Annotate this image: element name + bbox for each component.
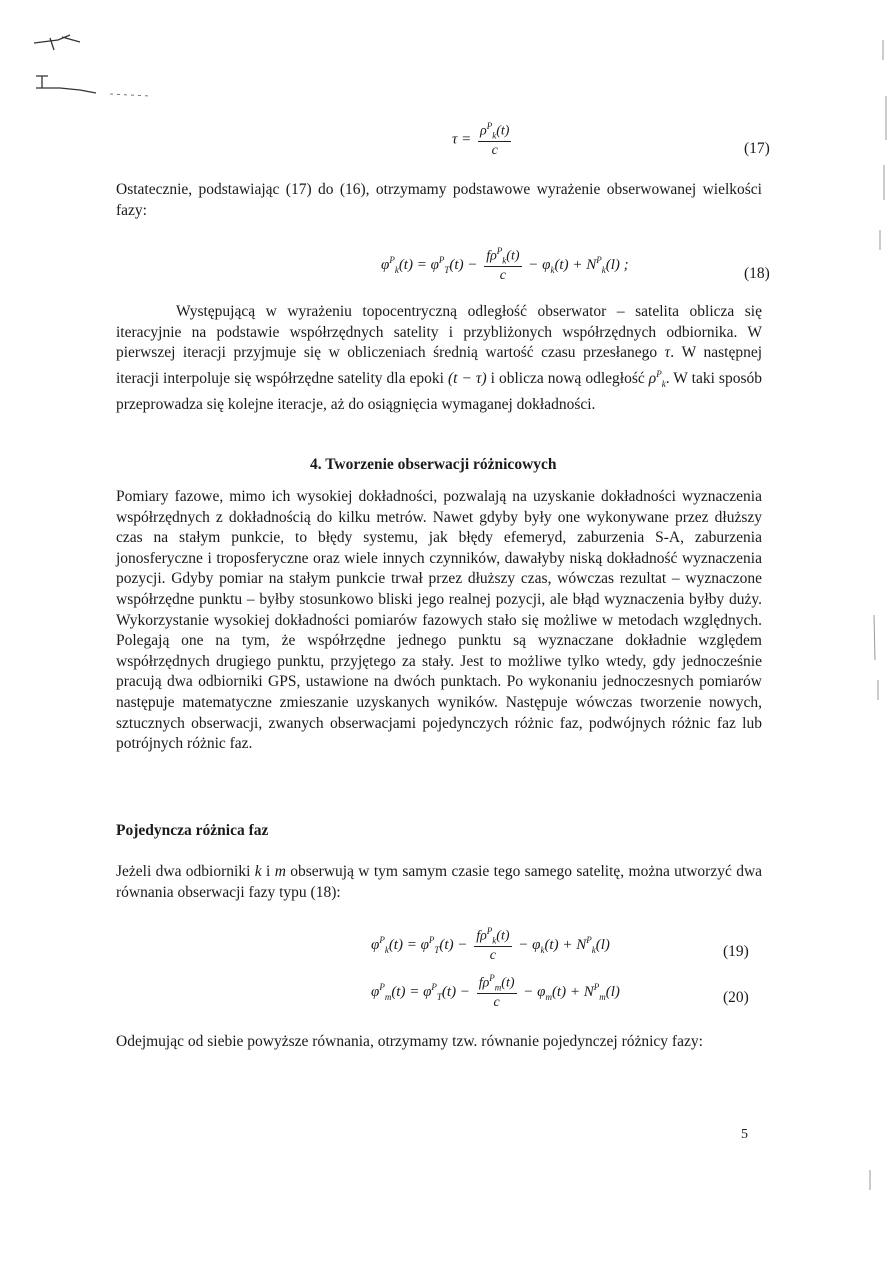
paragraph-iteration: Występującą w wyrażeniu topocentryczną odległość obserwator – satelita oblicza się iteracyjnie na podstawie współrzędnych satelity i przybliżonych współrzędnych odbiornika. W pierwszej iteracji przyjmuje się w obliczeniach średnią wartość czasu przesłanego τ. W następnej iteracji interpoluje się współrzędne satelity dla epoki (t − τ) i oblicza nową odległość $\rho^P_k$. W taki sposób przeprowadza się kolejne iteracje, aż do osiągnięcia wymaganej dokładności. xyxy=(116,303,763,413)
eq17-fraction: $\frac{\rho^P_k(t)}{c}$ xyxy=(480,121,510,159)
section-heading: 4. Tworzenie obserwacji różnicowych xyxy=(310,456,557,473)
equation-20: $\varphi^P_m(t) = \varphi^P_T(t)$ − $\frac{f\rho^P_m(t)}{c}$ − $\varphi_m(t) + N^P_m(l)$ xyxy=(371,973,620,1011)
eq20-number: (20) xyxy=(723,989,749,1006)
page-number: 5 xyxy=(741,1127,748,1142)
eq19-number: (19) xyxy=(723,943,749,960)
paragraph-phase-measurements: Pomiary fazowe, mimo ich wysokiej dokładności, pozwalają na uzyskanie dokładności wyznaczenia współrzędnych z dokładnością do kilku metrów. Nawet gdyby były one wykonywane przez dłuższy czas na stałym punkcie, to błędy systemu, jak błędy efemeryd, zaburzenia S-A, zaburzenia jonosferyczne i troposferyczne oraz wiele innych czynników, dawałyby niską dokładność wyznaczenia pozycji. Gdyby pomiar na stałym punkcie trwał przez dłuższy czas, wówczas rezultat – wyznaczone współrzędne punktu – byłby stosunkowo bliski jego realnej pozycji, ale błąd wyznaczenia byłby duży. Wykorzystanie wysokiej dokładności pomiarów fazowych stało się możliwe w metodach względnych. Polegają one na tym, że współrzędne jednego punktu są wyznaczane dokładnie względem współrzędnych drugiego punktu, przyjętego za stały. Jest to możliwe tylko wtedy, gdy jednocześnie pracują dwa odbiorniki GPS, ustawione na dwóch punktach. Po wykonaniu jednoczesnych pomiarów następuje matematyczne zmieszanie uzyskanych wyników. Następuje wówczas tworzenie nowych, sztucznych obserwacji, zwanych obserwacjami pojedynczych różnic faz, podwójnych różnic faz lub potrójnych różnic faz. xyxy=(116,488,762,753)
paragraph-two-receivers: Jeżeli dwa odbiorniki k i m obserwują w tym samym czasie tego samego satelitę, można utworzyć dwa równania obserwacji fazy typu (18): xyxy=(116,863,763,901)
equation-19: $\varphi^P_k(t) = \varphi^P_T(t)$ − $\frac{f\rho^P_k(t)}{c}$ − $\varphi_k(t) + N^P_k(l)$ xyxy=(371,926,610,964)
equation-17 xyxy=(452,121,514,159)
equation-18: $\varphi^P_k(t) = \varphi^P_T(t)$ − $\frac{f\rho^P_k(t)}{c}$ − $\varphi_k(t) + N^P_k(l)$ ; xyxy=(381,246,629,284)
eq17-lhs: τ = xyxy=(452,131,472,148)
eq17-number: (17) xyxy=(744,140,770,157)
subheading-single-difference: Pojedyncza różnica faz xyxy=(116,822,269,839)
eq18-number: (18) xyxy=(744,265,770,282)
paragraph-subtracting: Odejmując od siebie powyższe równania, otrzymamy tzw. równanie pojedynczej różnicy fazy: xyxy=(116,1033,703,1050)
paragraph-final-expression: Ostatecznie, podstawiając (17) do (16), otrzymamy podstawowe wyrażenie obserwowanej wielkości fazy: xyxy=(116,181,762,219)
